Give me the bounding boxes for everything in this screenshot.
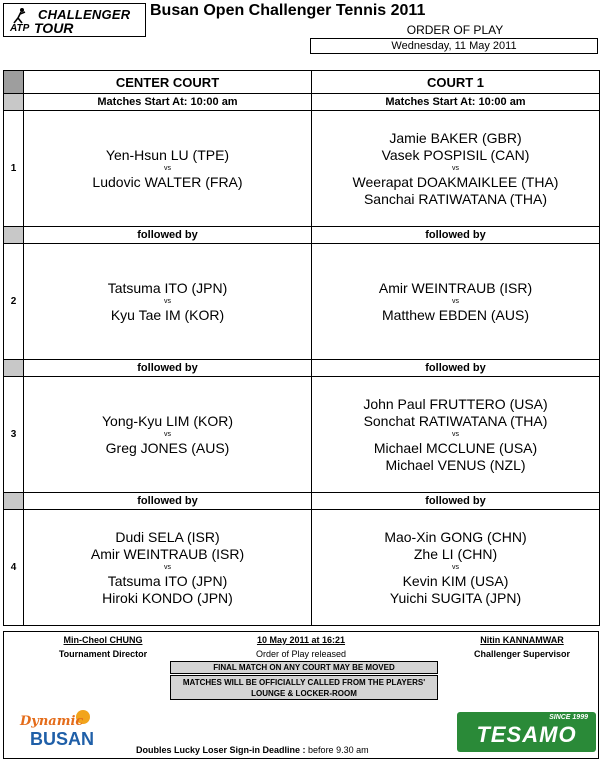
match-row <box>4 377 600 493</box>
logo-tour-text: TOUR <box>34 20 74 36</box>
player-name: Tatsuma ITO (JPN) <box>107 279 228 296</box>
match-number: 1 <box>4 111 24 227</box>
vs-label: vs <box>452 430 459 438</box>
row-marker <box>4 71 24 94</box>
match-cell <box>24 510 312 626</box>
player-name: Amir WEINTRAUB (ISR) <box>378 279 533 296</box>
match-cell <box>312 377 600 493</box>
tournament-director-signature <box>28 635 178 659</box>
logo-challenger-text: CHALLENGER <box>38 7 131 22</box>
vs-label: vs <box>164 297 171 305</box>
match-cell <box>24 244 312 360</box>
vs-label: vs <box>164 430 171 438</box>
vs-label: vs <box>164 563 171 571</box>
followed-by-row <box>4 227 600 244</box>
released-time: 10 May 2011 at 16:21 <box>256 635 346 645</box>
start-time: Matches Start At: 10:00 am <box>312 94 600 111</box>
player-name: Sanchai RATIWATANA (THA) <box>363 190 548 207</box>
player-name: Greg JONES (AUS) <box>105 439 230 456</box>
player-name: Kyu Tae IM (KOR) <box>110 306 225 323</box>
followed-by-row <box>4 360 600 377</box>
player-name: John Paul FRUTTERO (USA) <box>363 395 548 412</box>
player-name: Tatsuma ITO (JPN) <box>107 572 228 589</box>
followed-by-row <box>4 493 600 510</box>
vs-label: vs <box>452 164 459 172</box>
player-name: Amir WEINTRAUB (ISR) <box>90 545 245 562</box>
logo-atp-text: ATP <box>10 23 30 34</box>
row-marker <box>4 227 24 244</box>
followed-by-label: followed by <box>24 360 312 377</box>
director-name: Min-Cheol CHUNG <box>63 635 143 645</box>
match-cell <box>312 244 600 360</box>
player-name: Hiroki KONDO (JPN) <box>102 589 233 606</box>
supervisor-role: Challenger Supervisor <box>473 649 571 659</box>
player-name: Zhe LI (CHN) <box>413 545 498 562</box>
player-name: Yen-Hsun LU (TPE) <box>105 146 230 163</box>
row-marker <box>4 360 24 377</box>
player-name: Yong-Kyu LIM (KOR) <box>102 412 233 429</box>
court-header-row <box>4 71 600 94</box>
followed-by-label: followed by <box>24 227 312 244</box>
player-name: Weerapat DOAKMAIKLEE (THA) <box>352 173 559 190</box>
match-cell <box>312 111 600 227</box>
player-name: Matthew EBDEN (AUS) <box>381 306 530 323</box>
player-name: Jamie BAKER (GBR) <box>389 129 522 146</box>
match-call-notice: MATCHES WILL BE OFFICIALLY CALLED FROM THE PLAYERS' LOUNGE & LOCKER-ROOM <box>170 675 438 700</box>
court-name: COURT 1 <box>312 71 600 94</box>
row-marker <box>4 493 24 510</box>
match-cell <box>24 111 312 227</box>
followed-by-label: followed by <box>312 360 600 377</box>
player-name: Yuichi SUGITA (JPN) <box>389 589 522 606</box>
order-of-play-heading: ORDER OF PLAY <box>406 23 504 37</box>
match-number: 3 <box>4 377 24 493</box>
doubles-lucky-loser-deadline <box>136 745 369 755</box>
schedule-date: Wednesday, 11 May 2011 <box>310 38 598 54</box>
busan-logo-busan: BUSAN <box>30 729 95 749</box>
deadline-value: before 9.30 am <box>308 745 369 755</box>
tesamo-name: TESAMO <box>476 722 577 747</box>
supervisor-name: Nitin KANNAMWAR <box>480 635 564 645</box>
challenger-supervisor-signature <box>452 635 592 659</box>
row-marker <box>4 94 24 111</box>
order-of-play-table <box>3 70 600 626</box>
match-row <box>4 111 600 227</box>
busan-logo-dynamic: Dynamic <box>20 714 84 729</box>
match-cell <box>312 510 600 626</box>
player-name: Vasek POSPISIL (CAN) <box>381 146 530 163</box>
page-title: Busan Open Challenger Tennis 2011 <box>150 2 426 19</box>
final-match-notice: FINAL MATCH ON ANY COURT MAY BE MOVED <box>170 661 438 674</box>
atp-challenger-tour-logo <box>3 3 146 37</box>
followed-by-label: followed by <box>24 493 312 510</box>
court-name: CENTER COURT <box>24 71 312 94</box>
player-name: Ludovic WALTER (FRA) <box>92 173 243 190</box>
page-footer <box>3 631 599 759</box>
dynamic-busan-logo <box>16 714 106 754</box>
vs-label: vs <box>452 297 459 305</box>
followed-by-label: followed by <box>312 493 600 510</box>
start-time: Matches Start At: 10:00 am <box>24 94 312 111</box>
released-label: Order of Play released <box>255 649 347 659</box>
start-time-row <box>4 94 600 111</box>
tesamo-since: SINCE 1999 <box>549 714 588 721</box>
player-name: Mao-Xin GONG (CHN) <box>384 528 527 545</box>
player-name: Michael MCCLUNE (USA) <box>373 439 538 456</box>
followed-by-label: followed by <box>312 227 600 244</box>
player-name: Dudi SELA (ISR) <box>115 528 220 545</box>
match-row <box>4 510 600 626</box>
match-row <box>4 244 600 360</box>
player-name: Sonchat RATIWATANA (THA) <box>363 412 548 429</box>
release-info <box>226 635 376 659</box>
tesamo-logo <box>457 712 596 752</box>
player-name: Michael VENUS (NZL) <box>385 456 526 473</box>
vs-label: vs <box>452 563 459 571</box>
match-number: 4 <box>4 510 24 626</box>
director-role: Tournament Director <box>58 649 148 659</box>
match-cell <box>24 377 312 493</box>
vs-label: vs <box>164 164 171 172</box>
player-name: Kevin KIM (USA) <box>402 572 509 589</box>
match-number: 2 <box>4 244 24 360</box>
deadline-label: Doubles Lucky Loser Sign-in Deadline : <box>136 745 306 755</box>
